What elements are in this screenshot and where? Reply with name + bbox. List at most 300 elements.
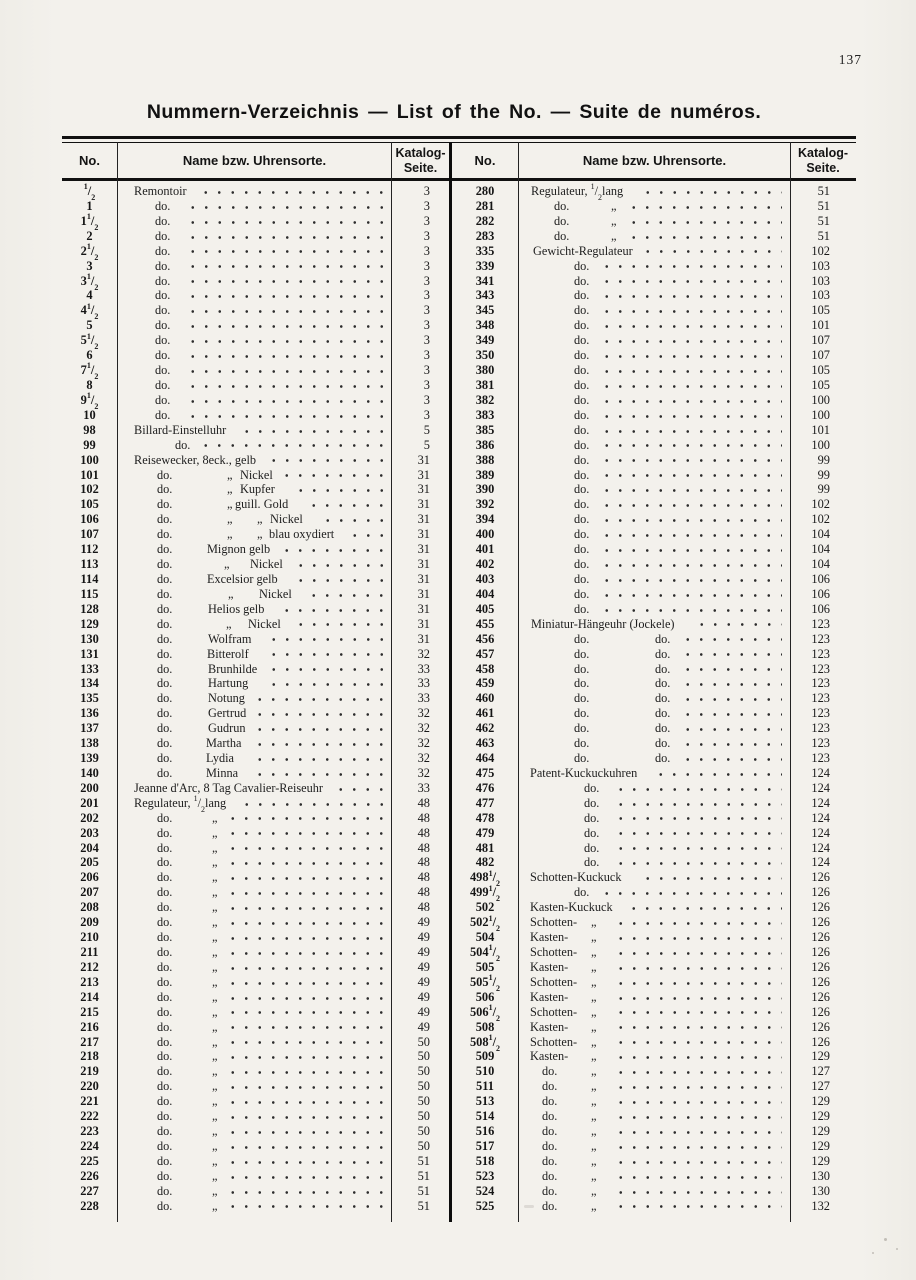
row-name-segment: do. <box>155 318 171 333</box>
row-name <box>518 781 790 796</box>
table-row <box>452 811 855 826</box>
table-row <box>62 736 450 751</box>
row-name-segment: do. <box>574 392 590 407</box>
row-number: 6 <box>86 348 93 363</box>
table-row <box>62 361 450 382</box>
row-name <box>518 841 790 856</box>
row-name-segment: do. <box>554 213 570 228</box>
row-katalog-page: 51 <box>417 1168 430 1183</box>
row-name-segment: do. <box>655 691 671 706</box>
row-name-segment: Jeanne d'Arc, 8 Tag Cavalier-Reiseuhr <box>134 780 324 795</box>
row-katalog-page: 33 <box>417 676 430 691</box>
header-label: Name bzw. Uhrensorte. <box>582 153 727 168</box>
row-name <box>518 244 790 259</box>
table-row <box>62 1154 450 1169</box>
row-number: $2^1/_2$ <box>80 242 99 262</box>
dot-leader <box>225 841 383 856</box>
row-number: 223 <box>80 1124 99 1139</box>
row-number: 511 <box>476 1079 494 1094</box>
table-right-half <box>452 184 855 1214</box>
table-row <box>452 438 855 453</box>
row-number: 524 <box>475 1183 495 1198</box>
table-row <box>62 423 450 438</box>
row-name-segment: do. <box>155 392 171 407</box>
table-row <box>452 1154 855 1169</box>
table-row <box>452 883 855 904</box>
dot-leader <box>293 617 384 632</box>
table-row <box>452 781 855 796</box>
row-katalog-page: 124 <box>811 855 830 870</box>
dot-leader <box>599 572 782 587</box>
row-name-segment: „ <box>591 959 597 974</box>
row-katalog-page: 3 <box>423 184 430 198</box>
row-number: 215 <box>80 1004 99 1019</box>
row-name-segment: do. <box>574 333 590 348</box>
row-number: 105 <box>80 497 99 512</box>
row-name-segment: „ <box>212 1168 218 1183</box>
row-name-segment: do. <box>155 363 171 378</box>
row-name <box>518 482 790 497</box>
row-name-segment: „ <box>212 1034 218 1049</box>
table-row <box>62 572 450 587</box>
row-katalog-page: 3 <box>423 213 430 228</box>
row-number: 380 <box>475 363 495 378</box>
row-name <box>117 841 391 856</box>
table-row <box>62 602 450 617</box>
row-name <box>117 1020 391 1035</box>
row-name-segment: do. <box>574 512 590 527</box>
row-name-segment: do. <box>157 840 173 855</box>
table-row <box>62 1020 450 1035</box>
dot-leader <box>239 423 384 438</box>
row-katalog-page: 49 <box>417 945 430 960</box>
row-number: 481 <box>475 840 495 855</box>
table-row <box>452 1064 855 1079</box>
row-name <box>117 244 391 259</box>
row-katalog-page: 5 <box>423 422 430 437</box>
row-name-segment: Kupfer <box>240 482 275 497</box>
table-row <box>62 975 450 990</box>
row-name-segment: Remontoir <box>134 184 187 198</box>
row-name <box>117 1139 391 1154</box>
row-number: 463 <box>475 736 495 751</box>
row-name <box>518 303 790 318</box>
dot-leader <box>613 811 783 826</box>
row-name <box>518 512 790 527</box>
row-name <box>518 1139 790 1154</box>
row-katalog-page: 49 <box>417 1004 430 1019</box>
row-name-segment: blau oxydiert <box>269 527 335 542</box>
row-name <box>117 1124 391 1139</box>
table-row <box>452 943 855 963</box>
row-name <box>117 1094 391 1109</box>
row-name-segment: do. <box>574 318 590 333</box>
table-row <box>452 1094 855 1109</box>
table-row <box>452 1124 855 1139</box>
header-rule <box>62 178 856 181</box>
row-name-segment: do. <box>157 751 173 766</box>
row-name <box>518 662 790 677</box>
row-katalog-page: 31 <box>417 497 430 512</box>
row-name <box>518 1109 790 1124</box>
table-row <box>452 930 855 945</box>
row-katalog-page: 49 <box>417 974 430 989</box>
row-name-segment: do. <box>157 825 173 840</box>
table-row <box>452 766 855 781</box>
row-name-segment: „ <box>611 213 617 228</box>
dot-leader <box>599 482 782 497</box>
table-row <box>452 423 855 438</box>
table-row <box>452 913 855 934</box>
table-row <box>452 318 855 333</box>
row-number: 402 <box>475 557 495 572</box>
row-katalog-page: 3 <box>423 228 430 243</box>
row-name-segment: do. <box>574 751 590 766</box>
dot-leader <box>613 1049 783 1064</box>
row-number: 216 <box>80 1019 99 1034</box>
table-row <box>62 453 450 468</box>
row-name-segment: „ <box>591 1109 597 1124</box>
row-number: 283 <box>475 228 495 243</box>
row-number: 213 <box>80 974 99 989</box>
table-row <box>62 271 450 292</box>
row-name-segment: „ <box>212 945 218 960</box>
row-name <box>117 438 391 453</box>
row-name <box>117 468 391 483</box>
row-number: 5 <box>86 318 93 333</box>
dot-leader <box>626 214 782 229</box>
row-katalog-page: 51 <box>417 1198 430 1213</box>
row-katalog-page: 48 <box>417 840 430 855</box>
row-name-segment: do. <box>157 616 173 631</box>
row-name-segment: Regulateur, $^1/_2lang$ <box>134 794 227 814</box>
row-number: 390 <box>475 482 495 497</box>
row-katalog-page: 99 <box>817 482 830 497</box>
header-label: Seite. <box>806 160 840 175</box>
row-katalog-page: 50 <box>417 1139 430 1153</box>
row-name-segment: do. <box>155 213 171 228</box>
table-row <box>62 751 450 766</box>
row-name-segment: do. <box>655 721 671 736</box>
row-number: 348 <box>475 318 495 333</box>
row-name-segment: do. <box>157 974 173 989</box>
row-name-segment: do. <box>542 1139 558 1153</box>
dot-leader <box>613 945 783 960</box>
row-katalog-page: 104 <box>811 542 830 557</box>
header-no-left <box>62 143 117 178</box>
row-number: 394 <box>475 512 495 527</box>
row-name-segment: „ <box>591 945 597 960</box>
row-name-segment: do. <box>157 989 173 1004</box>
row-name-segment: do. <box>157 1019 173 1034</box>
row-name-segment: do. <box>157 1198 173 1213</box>
table-row <box>452 587 855 602</box>
row-name-segment: Martha <box>206 736 242 751</box>
table-row <box>452 1032 855 1053</box>
row-name-segment: Kasten- <box>530 989 569 1004</box>
row-name <box>117 512 391 527</box>
dot-leader <box>613 1169 783 1184</box>
table-row <box>452 990 855 1005</box>
row-name-segment: „ <box>591 915 597 930</box>
dot-leader <box>252 691 383 706</box>
dot-leader <box>694 617 783 632</box>
row-name-segment: „ <box>212 989 218 1004</box>
row-name <box>518 826 790 841</box>
row-name <box>518 1154 790 1169</box>
row-number: $3^1/_2$ <box>80 271 99 292</box>
row-number: 457 <box>475 646 495 661</box>
row-name-segment: do. <box>157 945 173 960</box>
row-katalog-page: 3 <box>423 288 430 303</box>
row-name <box>117 975 391 990</box>
row-name-segment: do. <box>574 721 590 736</box>
dot-leader <box>225 930 383 945</box>
table-row <box>452 1169 855 1184</box>
row-name-segment: „ <box>212 870 218 885</box>
row-name <box>518 1035 790 1050</box>
table-row <box>452 691 855 706</box>
row-name-segment: do. <box>157 1094 173 1109</box>
dot-leader <box>185 333 384 348</box>
dot-leader <box>225 900 383 915</box>
dot-leader <box>599 318 782 333</box>
row-katalog-page: 51 <box>417 1153 430 1168</box>
table-row <box>452 796 855 811</box>
row-katalog-page: 101 <box>811 318 830 333</box>
row-katalog-page: 50 <box>417 1124 430 1139</box>
row-name-segment: do. <box>157 676 173 691</box>
row-name-segment: do. <box>157 1183 173 1198</box>
table-row <box>452 333 855 348</box>
header-label: No. <box>474 153 496 168</box>
row-katalog-page: 124 <box>811 780 830 795</box>
dot-leader <box>185 199 384 214</box>
table-row <box>62 1094 450 1109</box>
row-number: 211 <box>80 945 99 960</box>
dot-leader <box>613 1035 783 1050</box>
table-row <box>452 647 855 662</box>
table-row <box>62 348 450 363</box>
row-number: 401 <box>475 542 495 557</box>
dot-leader <box>225 855 383 870</box>
row-katalog-page: 31 <box>417 482 430 497</box>
row-name-segment: do. <box>554 198 570 213</box>
row-name <box>117 632 391 647</box>
row-number: 461 <box>475 706 495 721</box>
row-name-segment: „ <box>212 810 218 825</box>
row-name <box>518 885 790 900</box>
table-row <box>452 557 855 572</box>
dot-leader <box>613 796 783 811</box>
row-name <box>117 378 391 393</box>
table-row <box>62 1005 450 1020</box>
row-name-segment: do. <box>157 1139 173 1153</box>
row-name <box>117 1035 391 1050</box>
table-row <box>452 1139 855 1154</box>
row-number: 458 <box>475 661 495 676</box>
row-number: 477 <box>475 795 495 810</box>
row-number: 98 <box>83 422 96 437</box>
row-number: $504^1/_2$ <box>469 943 501 963</box>
row-katalog-page: 31 <box>417 601 430 616</box>
row-name-segment: do. <box>574 557 590 572</box>
dot-leader <box>599 274 782 289</box>
table-row <box>452 288 855 303</box>
row-name <box>518 1079 790 1094</box>
row-name-segment: „ <box>611 198 617 213</box>
row-name <box>518 214 790 229</box>
row-number: $7^1/_2$ <box>80 361 99 382</box>
row-name-segment: „ <box>591 1019 597 1034</box>
row-name-segment: do. <box>574 288 590 303</box>
row-name-segment: Schotten- <box>530 1034 578 1049</box>
row-number: 212 <box>80 959 99 974</box>
dot-leader <box>225 811 383 826</box>
dot-leader <box>599 453 782 468</box>
row-number: 510 <box>475 1064 495 1079</box>
row-name-segment: „ <box>212 855 218 870</box>
table-row <box>62 1139 450 1154</box>
row-number: 516 <box>475 1124 495 1139</box>
row-name-segment: Nickel <box>270 512 303 527</box>
row-name <box>518 691 790 706</box>
row-name-segment: „ <box>591 974 597 989</box>
row-name <box>117 794 391 814</box>
row-name-segment: Reisewecker, 8eck., gelb <box>134 452 257 467</box>
table-row <box>62 408 450 423</box>
page-number: 137 <box>838 52 862 67</box>
row-name <box>117 602 391 617</box>
row-name-segment: do. <box>655 676 671 691</box>
row-katalog-page: 123 <box>811 706 830 721</box>
row-name <box>518 182 790 202</box>
row-name-segment: do. <box>157 571 173 586</box>
row-number: $506^1/_2$ <box>469 1003 501 1023</box>
row-number: 200 <box>80 780 99 795</box>
table-row <box>62 212 450 232</box>
row-name-segment: do. <box>157 900 173 915</box>
row-name-segment: „ <box>226 616 232 631</box>
table-row <box>452 1079 855 1094</box>
row-katalog-page: 103 <box>811 273 830 288</box>
table-row <box>62 930 450 945</box>
row-name-segment: „ <box>212 1064 218 1079</box>
row-name-segment: „ <box>591 1034 597 1049</box>
row-katalog-page: 48 <box>417 825 430 840</box>
row-name-segment: Kasten-Kuckuck <box>530 900 613 915</box>
row-number: 134 <box>80 676 99 691</box>
row-name-segment: do. <box>157 1004 173 1019</box>
row-name-segment: „ <box>591 1168 597 1183</box>
row-number: 112 <box>80 542 99 557</box>
row-name <box>518 811 790 826</box>
row-number: 136 <box>80 706 99 721</box>
table-row <box>452 1020 855 1035</box>
row-number: 383 <box>475 407 495 422</box>
dot-leader <box>266 647 384 662</box>
table-row <box>452 826 855 841</box>
dot-leader <box>640 184 783 199</box>
row-katalog-page: 51 <box>817 198 830 213</box>
row-katalog-page: 33 <box>417 691 430 706</box>
header-label: Name bzw. Uhrensorte. <box>182 153 327 168</box>
row-katalog-page: 5 <box>423 437 430 452</box>
table-row <box>62 497 450 512</box>
row-katalog-page: 50 <box>417 1094 430 1109</box>
dot-leader <box>252 706 383 721</box>
row-name-segment: do. <box>655 736 671 751</box>
row-katalog-page: 124 <box>811 795 830 810</box>
dot-leader <box>613 826 783 841</box>
row-name-segment: do. <box>542 1168 558 1183</box>
row-name <box>117 199 391 214</box>
row-number: 221 <box>80 1094 99 1109</box>
dot-leader <box>293 482 384 497</box>
row-katalog-page: 3 <box>423 273 430 288</box>
row-name-segment: Schotten- <box>530 945 578 960</box>
row-name <box>117 855 391 870</box>
row-name <box>518 542 790 557</box>
row-name <box>117 453 391 468</box>
dot-leader <box>626 900 782 915</box>
table-row <box>452 229 855 244</box>
row-number: 130 <box>80 631 99 646</box>
row-name-segment: do. <box>542 1079 558 1094</box>
row-name-segment: do. <box>584 855 600 870</box>
table-row <box>452 973 855 993</box>
row-name-segment: „ <box>227 467 233 482</box>
row-name-segment: Nickel <box>240 467 273 482</box>
row-number: 517 <box>475 1139 495 1153</box>
row-name-segment: „ <box>257 512 263 527</box>
row-number: 462 <box>475 721 495 736</box>
table-row <box>62 811 450 826</box>
table-row <box>452 182 855 202</box>
row-name-segment: do. <box>157 1064 173 1079</box>
dot-leader <box>225 975 383 990</box>
row-name-segment: do. <box>542 1124 558 1139</box>
dot-leader <box>225 885 383 900</box>
table-row <box>62 794 450 814</box>
row-number: 523 <box>475 1168 495 1183</box>
dot-leader <box>225 960 383 975</box>
row-name-segment: „ <box>591 989 597 1004</box>
row-name <box>518 945 790 960</box>
dot-leader <box>185 244 384 259</box>
row-name-segment: „ <box>212 1139 218 1153</box>
row-name-segment: Excelsior gelb <box>207 571 278 586</box>
row-name <box>117 1005 391 1020</box>
row-name-segment: do. <box>157 706 173 721</box>
row-number: $505^1/_2$ <box>469 973 501 993</box>
dot-leader <box>266 676 384 691</box>
table-row <box>452 751 855 766</box>
row-katalog-page: 123 <box>811 631 830 646</box>
row-name-segment: „ <box>212 1079 218 1094</box>
row-number: 204 <box>80 840 99 855</box>
table-row <box>62 1064 450 1079</box>
row-number: 514 <box>475 1109 495 1124</box>
row-number: 210 <box>80 930 99 945</box>
dot-leader <box>680 662 782 677</box>
row-katalog-page: 31 <box>417 452 430 467</box>
dot-leader <box>680 676 782 691</box>
dot-leader <box>293 557 384 572</box>
row-katalog-page: 123 <box>811 616 830 631</box>
row-katalog-page: 123 <box>811 676 830 691</box>
row-name-segment: do. <box>542 1198 558 1213</box>
